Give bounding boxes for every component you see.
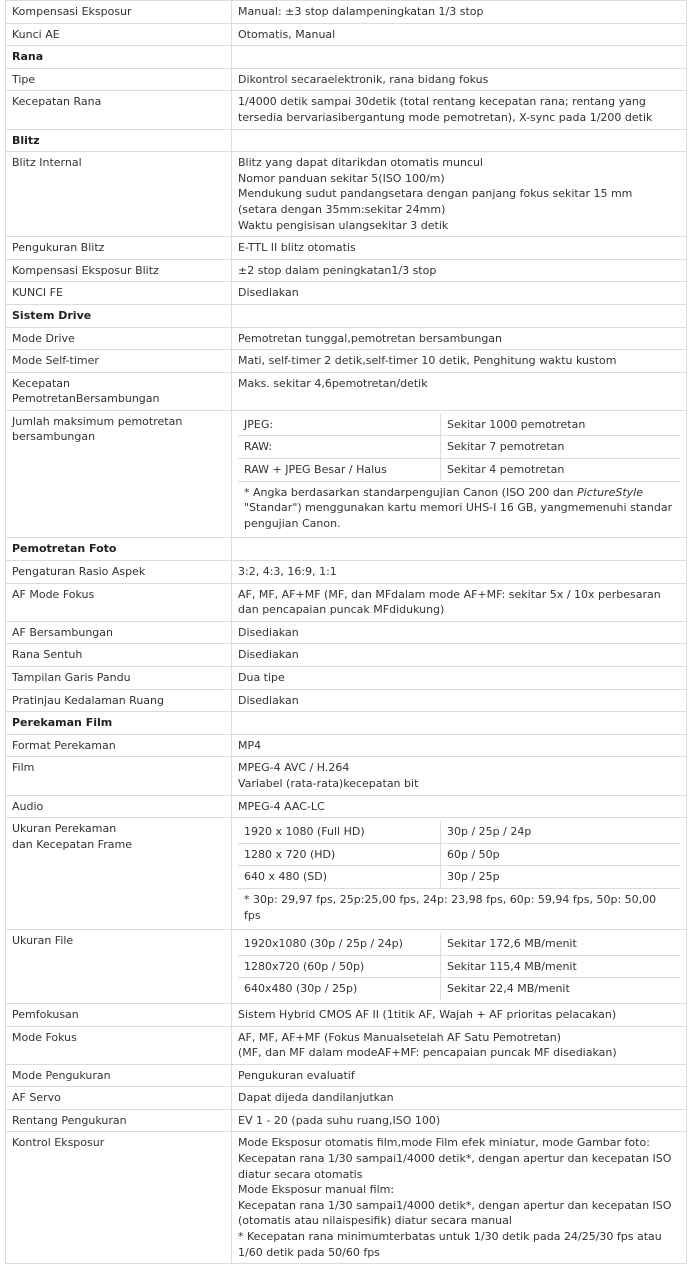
sub-table xyxy=(238,933,680,1000)
spec-label: Mode Self-timer xyxy=(6,350,232,373)
section-title: Sistem Drive xyxy=(6,304,232,327)
spec-row xyxy=(6,1132,687,1264)
spec-value xyxy=(232,91,687,129)
spec-row xyxy=(6,23,687,46)
spec-value xyxy=(232,795,687,818)
spec-value xyxy=(232,304,687,327)
sub-table-value: 30p / 25p xyxy=(441,866,681,889)
section-header-row xyxy=(6,712,687,735)
spec-value xyxy=(232,712,687,735)
sub-table-value: Sekitar 115,4 MB/menit xyxy=(441,955,681,978)
spec-label-line: dan Kecepatan Frame xyxy=(12,837,132,851)
spec-value xyxy=(232,372,687,410)
spec-value xyxy=(232,583,687,621)
spec-value-line: Pengukuran evaluatif xyxy=(238,1068,355,1082)
sub-table xyxy=(238,414,680,535)
spec-row xyxy=(6,1,687,24)
spec-value-line: Dapat dijeda dandilanjutkan xyxy=(238,1091,394,1105)
spec-row xyxy=(6,621,687,644)
spec-value-line: Disediakan xyxy=(238,693,299,707)
spec-value-line: Dua tipe xyxy=(238,671,285,684)
spec-value-line: MPEG-4 AAC-LC xyxy=(238,799,325,813)
spec-value xyxy=(232,1026,687,1064)
spec-value-line: Variabel (rata-rata)kecepatan bit xyxy=(238,776,419,790)
spec-value xyxy=(232,259,687,282)
spec-label: Rentang Pengukuran xyxy=(6,1109,232,1132)
sub-table-key: 640 x 480 (SD) xyxy=(238,866,441,889)
spec-label: Tampilan Garis Pandu xyxy=(6,667,232,690)
spec-label: Mode Fokus xyxy=(6,1026,232,1064)
spec-value-line: Disediakan xyxy=(238,286,299,300)
spec-value xyxy=(232,1,687,24)
spec-label: Film xyxy=(6,757,232,795)
spec-label: KUNCI FE xyxy=(6,282,232,305)
spec-value-line: EV 1 - 20 (pada suhu ruang,ISO 100) xyxy=(238,1113,441,1127)
spec-row xyxy=(6,68,687,91)
spec-row xyxy=(6,930,687,1004)
spec-value xyxy=(232,23,687,46)
spec-value-line: * Kecepatan rana minimumterbatas untuk 1/30 detik pada 24/25/30 fps atau 1/60 detik pada 50/60 fps xyxy=(238,1230,662,1259)
spec-label: Ukuran File xyxy=(6,930,232,1004)
sub-table-value: Sekitar 7 pemotretan xyxy=(441,436,681,459)
footnote xyxy=(238,481,680,534)
sub-table-row xyxy=(238,933,680,955)
footnote-emphasis: PictureStyle xyxy=(577,485,643,499)
spec-value xyxy=(232,152,687,237)
spec-value xyxy=(232,930,687,1004)
spec-value-line: (setara dengan 35mm:sekitar 24mm) xyxy=(238,202,446,216)
sub-table-row xyxy=(238,414,680,436)
section-header-row xyxy=(6,304,687,327)
spec-value xyxy=(232,410,687,538)
spec-label: Kunci AE xyxy=(6,23,232,46)
spec-row xyxy=(6,644,687,667)
sub-table-value: Sekitar 172,6 MB/menit xyxy=(441,933,681,955)
spec-label: Mode Drive xyxy=(6,327,232,350)
spec-value-line: 3:2, 4:3, 16:9, 1:1 xyxy=(238,565,337,579)
sub-table-note-row xyxy=(238,888,680,926)
spec-value xyxy=(232,282,687,305)
spec-row xyxy=(6,583,687,621)
sub-table-key: JPEG: xyxy=(238,414,441,436)
spec-row xyxy=(6,350,687,373)
sub-table-row xyxy=(238,459,680,482)
spec-row xyxy=(6,327,687,350)
spec-value-line: Mendukung sudut pandangsetara dengan panjang fokus sekitar 15 mm xyxy=(238,187,633,201)
spec-value-line: Pemotretan tunggal,pemotretan bersambungan xyxy=(238,331,503,345)
section-header-row xyxy=(6,538,687,561)
spec-row xyxy=(6,1087,687,1110)
sub-table-value: 60p / 50p xyxy=(441,843,681,866)
spec-value-line: 1/4000 detik sampai 30detik (total rentang kecepatan rana; rentang yang tersedia bervariasibergantung mode pemotretan), X-sync pada 1/200 detik xyxy=(238,95,653,124)
section-header-row xyxy=(6,46,687,69)
sub-table-value: Sekitar 4 pemotretan xyxy=(441,459,681,482)
footnote-text: * 30p: 29,97 fps, 25p:25,00 fps, 24p: 23,98 fps, 60p: 59,94 fps, 50p: 50,00 fps xyxy=(244,892,657,922)
sub-table-key: RAW + JPEG Besar / Halus xyxy=(238,459,441,482)
spec-value-line: MP4 xyxy=(238,738,262,752)
spec-value-line: Mode Eksposur manual film: xyxy=(238,1183,395,1197)
spec-value xyxy=(232,68,687,91)
spec-value-line: AF, MF, AF+MF (Fokus Manualsetelah AF Satu Pemotretan) xyxy=(238,1030,562,1044)
spec-value-line: MPEG-4 AVC / H.264 xyxy=(238,761,350,775)
spec-value-line: Kecepatan rana 1/30 sampai1/4000 detik*, dengan apertur dan kecepatan ISO (otomatis atau nilaispesifik) diatur secara manual xyxy=(238,1198,672,1228)
spec-value xyxy=(232,644,687,667)
spec-value-line: AF, MF, AF+MF (MF, dan MFdalam mode AF+MF: sekitar 5x / 10x perbesaran dan pencapaian puncak MFdidukung) xyxy=(238,587,661,617)
sub-table-row xyxy=(238,955,680,978)
spec-row xyxy=(6,667,687,690)
spec-row xyxy=(6,1003,687,1026)
spec-label: Kompensasi Eksposur xyxy=(6,1,232,24)
spec-value xyxy=(232,237,687,260)
spec-value-line: (MF, dan MF dalam modeAF+MF: pencapaian puncak MF disediakan) xyxy=(238,1046,617,1060)
sub-table-row xyxy=(238,978,680,1000)
spec-value-line: Mati, self-timer 2 detik,self-timer 10 detik, Penghitung waktu kustom xyxy=(238,354,617,368)
spec-label-line: Ukuran Perekaman xyxy=(12,822,117,836)
spec-value xyxy=(232,1109,687,1132)
spec-value-line: Manual: ±3 stop dalampeningkatan 1/3 stop xyxy=(238,5,484,18)
spec-label: Mode Pengukuran xyxy=(6,1064,232,1087)
sub-table-value: Sekitar 1000 pemotretan xyxy=(441,414,681,436)
sub-table-key: 1920x1080 (30p / 25p / 24p) xyxy=(238,933,441,955)
sub-table-row xyxy=(238,866,680,889)
spec-value xyxy=(232,1003,687,1026)
spec-value-line: E-TTL II blitz otomatis xyxy=(238,241,356,255)
spec-value xyxy=(232,818,687,930)
sub-table-key: 1920 x 1080 (Full HD) xyxy=(238,821,441,843)
spec-value xyxy=(232,734,687,757)
sub-table-row xyxy=(238,821,680,843)
sub-table-key: 1280x720 (60p / 50p) xyxy=(238,955,441,978)
sub-table-value: Sekitar 22,4 MB/menit xyxy=(447,982,570,996)
spec-label-line: PemotretanBersambungan xyxy=(12,392,160,406)
spec-value xyxy=(232,667,687,690)
spec-label xyxy=(6,372,232,410)
spec-value xyxy=(232,689,687,712)
spec-label: Jumlah maksimum pemotretan bersambungan xyxy=(6,410,232,538)
section-title: Blitz xyxy=(6,129,232,152)
spec-row xyxy=(6,237,687,260)
sub-table-key: 640x480 (30p / 25p) xyxy=(238,978,441,1000)
spec-row xyxy=(6,1064,687,1087)
spec-value xyxy=(232,1064,687,1087)
spec-value-line: Disediakan xyxy=(238,625,299,639)
spec-value xyxy=(232,46,687,69)
footnote-text: * Angka berdasarkan standarpengujian Canon (ISO 200 dan xyxy=(244,485,578,499)
spec-value-line: Kecepatan rana 1/30 sampai1/4000 detik*, dengan apertur dan kecepatan ISO diatur secara otomatis xyxy=(238,1152,672,1181)
spec-value xyxy=(232,1132,687,1264)
spec-label: AF Mode Fokus xyxy=(6,583,232,621)
spec-row xyxy=(6,689,687,712)
sub-table-key: 1280 x 720 (HD) xyxy=(238,843,441,866)
spec-label: Pratinjau Kedalaman Ruang xyxy=(6,689,232,712)
sub-table-note-row xyxy=(238,481,680,534)
spec-row xyxy=(6,818,687,930)
spec-label: Pemfokusan xyxy=(6,1003,232,1026)
spec-value-line: Otomatis, Manual xyxy=(238,27,336,41)
spec-row xyxy=(6,372,687,410)
spec-label-line: Kecepatan xyxy=(12,376,70,390)
spec-label: Kontrol Eksposur xyxy=(6,1132,232,1264)
spec-value xyxy=(232,538,687,561)
spec-row xyxy=(6,152,687,237)
sub-table-row xyxy=(238,843,680,866)
spec-value xyxy=(232,561,687,584)
spec-label: Pengukuran Blitz xyxy=(6,237,232,260)
spec-label: Kecepatan Rana xyxy=(6,91,232,129)
spec-value-line: Blitz yang dapat ditarikdan otomatis muncul xyxy=(238,156,483,170)
section-header-row xyxy=(6,129,687,152)
spec-value-line: Disediakan xyxy=(238,648,299,662)
spec-value-line: Sistem Hybrid CMOS AF II (1titik AF, Wajah + AF prioritas pelacakan) xyxy=(238,1007,617,1021)
spec-row xyxy=(6,91,687,129)
spec-label: Rana Sentuh xyxy=(6,644,232,667)
spec-value xyxy=(232,327,687,350)
spec-value xyxy=(232,757,687,795)
sub-table-key: RAW: xyxy=(238,436,441,459)
spec-row xyxy=(6,259,687,282)
spec-label: AF Bersambungan xyxy=(6,621,232,644)
spec-label: Blitz Internal xyxy=(6,152,232,237)
section-title: Perekaman Film xyxy=(6,712,232,735)
spec-row xyxy=(6,282,687,305)
spec-value-line: Waktu pengisisan ulangsekitar 3 detik xyxy=(238,218,449,232)
spec-label: Tipe xyxy=(6,68,232,91)
spec-row xyxy=(6,795,687,818)
sub-table-row xyxy=(238,436,680,459)
spec-row xyxy=(6,410,687,538)
sub-table xyxy=(238,821,680,926)
spec-row xyxy=(6,1109,687,1132)
sub-table-value: 30p / 25p / 24p xyxy=(441,821,681,843)
spec-value-line: Maks. sekitar 4,6pemotretan/detik xyxy=(238,376,428,390)
spec-label: Pengaturan Rasio Aspek xyxy=(6,561,232,584)
footnote-text: "Standar") menggunakan kartu memori UHS-I 16 GB, yangmemenuhi standar pengujian Canon. xyxy=(244,501,673,530)
spec-value xyxy=(232,1087,687,1110)
spec-label: Audio xyxy=(6,795,232,818)
spec-label: Format Perekaman xyxy=(6,734,232,757)
spec-row xyxy=(6,734,687,757)
spec-row xyxy=(6,561,687,584)
spec-value xyxy=(232,129,687,152)
spec-value-line: Mode Eksposur otomatis film,mode Film efek miniatur, mode Gambar foto: xyxy=(238,1136,650,1150)
spec-table-container xyxy=(5,0,687,1264)
spec-table xyxy=(5,0,687,1264)
spec-label: AF Servo xyxy=(6,1087,232,1110)
section-title: Pemotretan Foto xyxy=(6,538,232,561)
spec-value xyxy=(232,350,687,373)
spec-value-line: Dikontrol secaraelektronik, rana bidang fokus xyxy=(238,72,489,86)
spec-value-line: Nomor panduan sekitar 5(ISO 100/m) xyxy=(238,171,445,185)
spec-value xyxy=(232,621,687,644)
spec-row xyxy=(6,757,687,795)
spec-label xyxy=(6,818,232,930)
footnote xyxy=(238,888,680,926)
spec-label: Kompensasi Eksposur Blitz xyxy=(6,259,232,282)
spec-value-line: ±2 stop dalam peningkatan1/3 stop xyxy=(238,263,437,277)
section-title: Rana xyxy=(6,46,232,69)
spec-row xyxy=(6,1026,687,1064)
